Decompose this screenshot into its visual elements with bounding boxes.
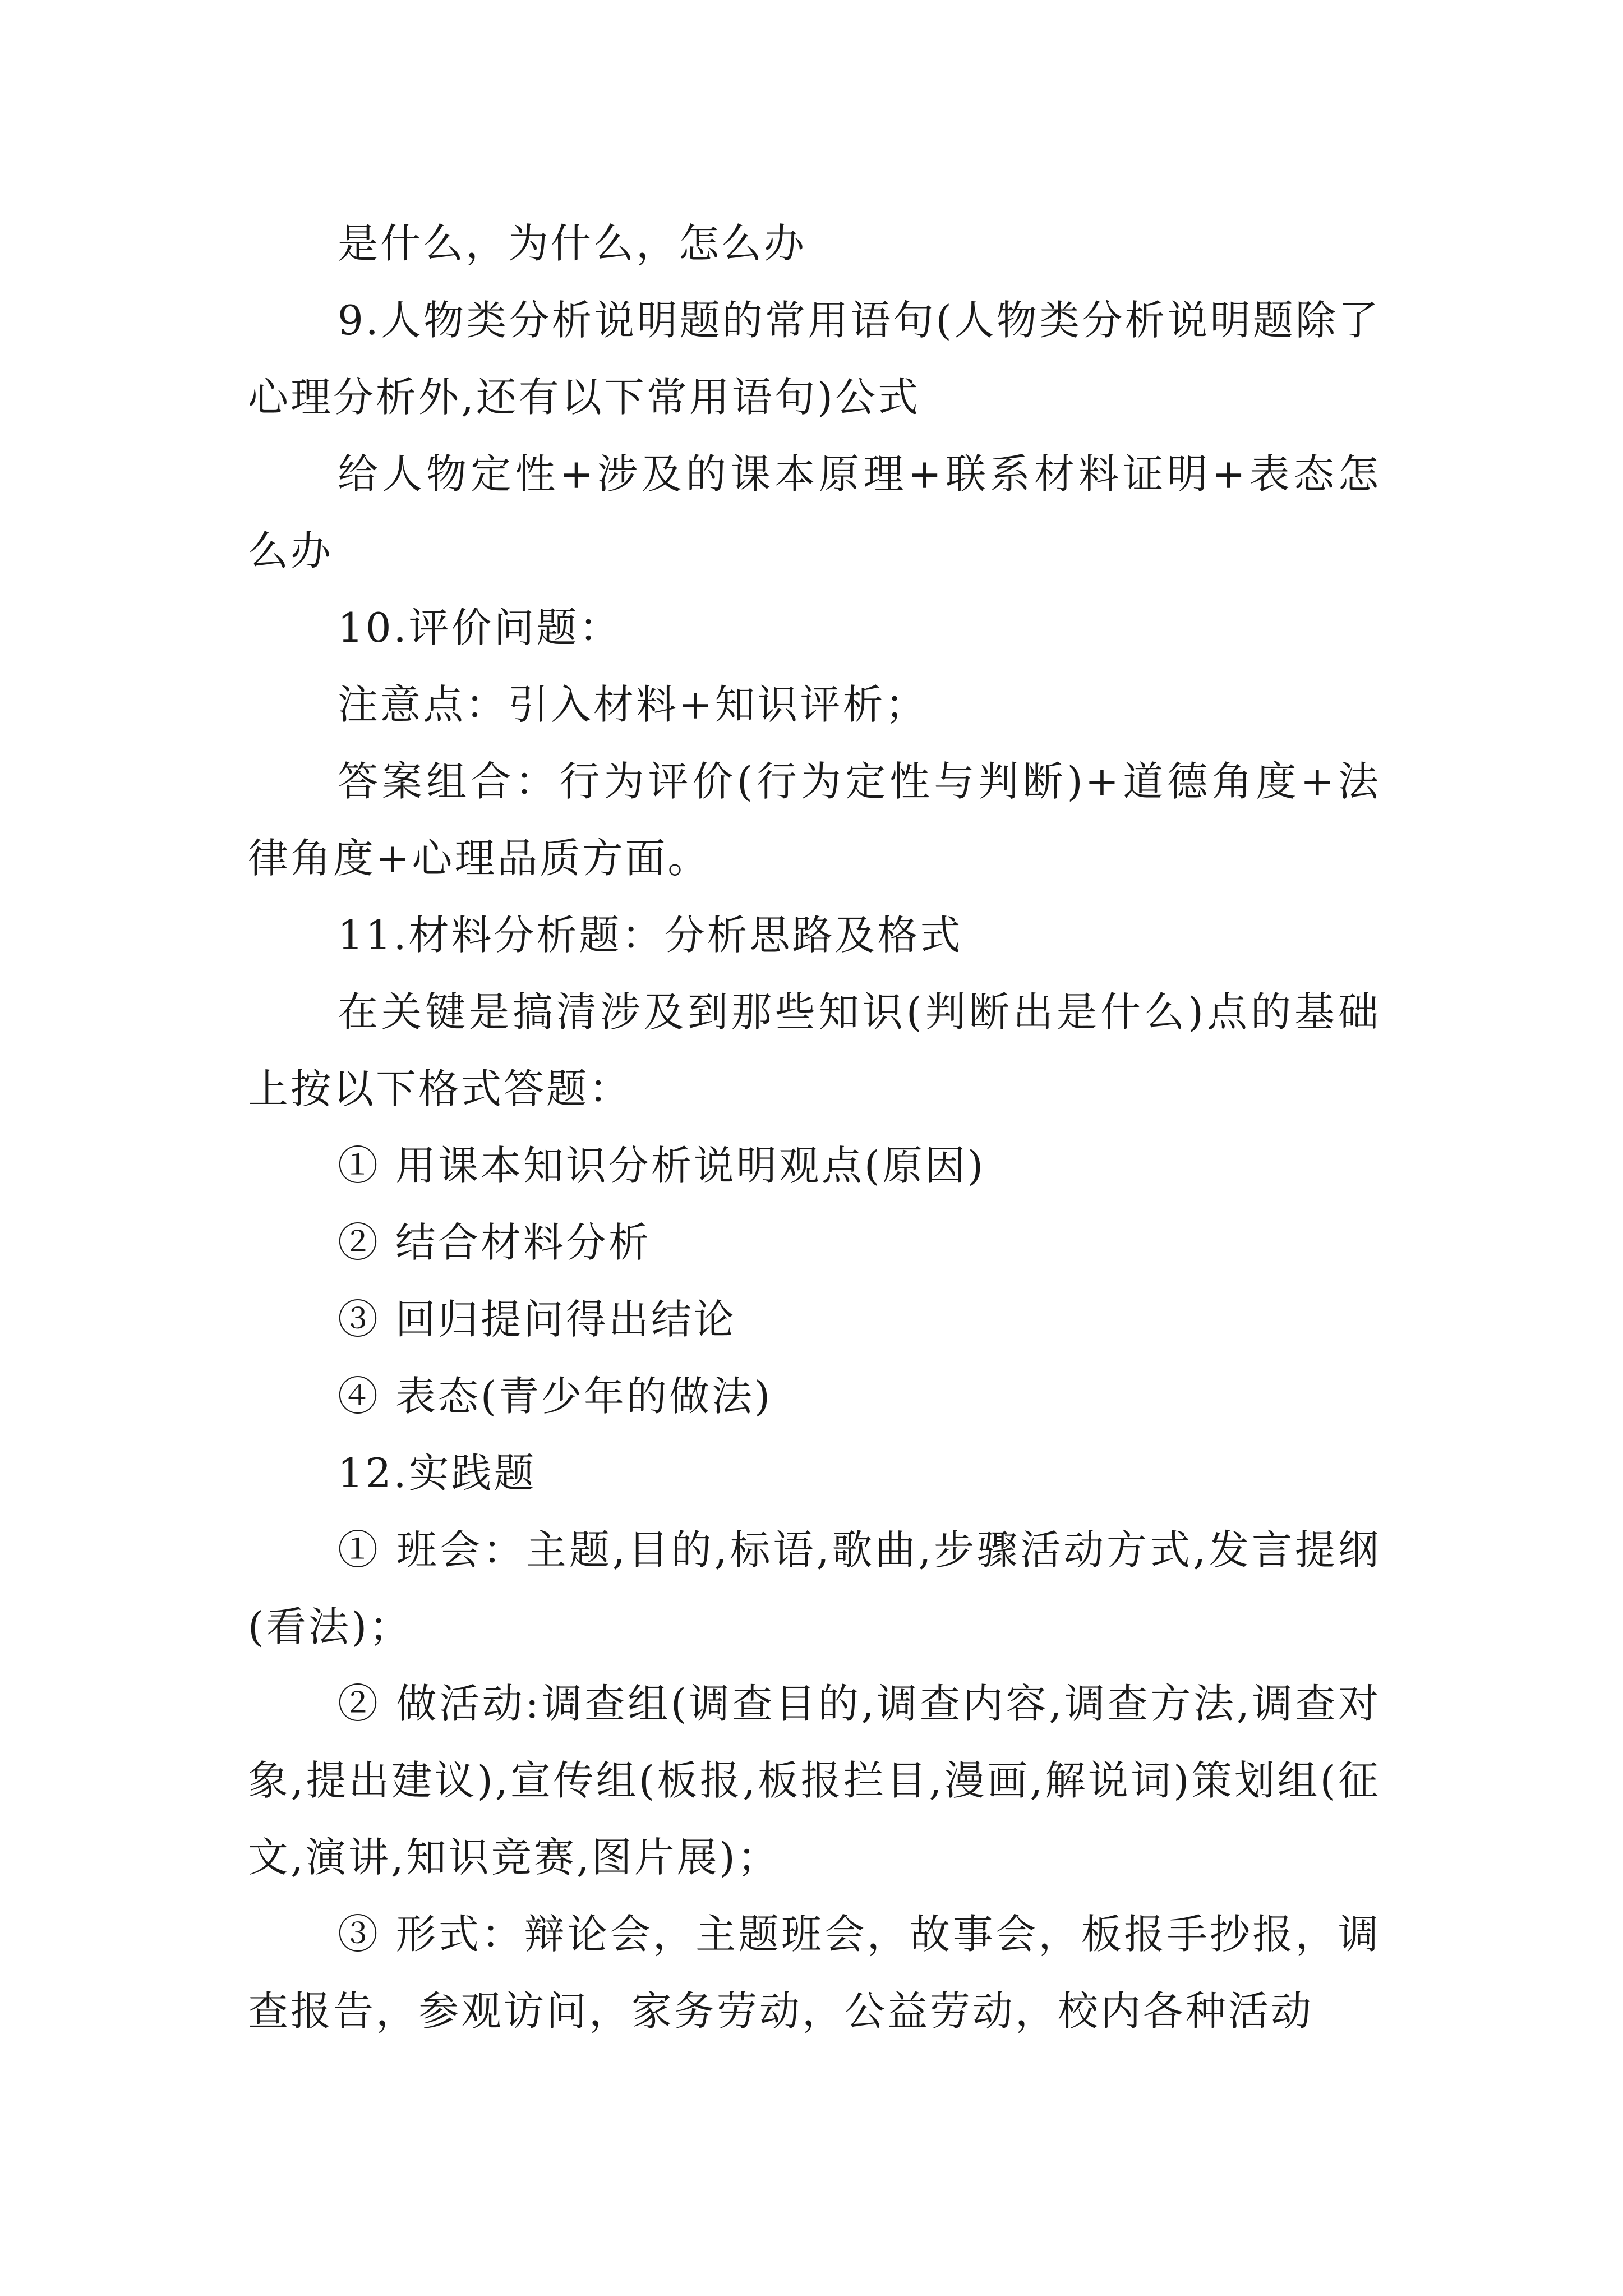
paragraph-item-11-step-4: ④ 表态(青少年的做法) [338,1373,773,1420]
paragraph-item-9-heading: 9.人物类分析说明题的常用语句(人物类分析说明题除了心理分析外,还有以下常用语句)公式 [248,297,1381,421]
paragraph-item-11-heading: 11.材料分析题：分析思路及格式 [338,912,963,959]
paragraph-item-9-formula: 给人物定性+涉及的课本原理+联系材料证明+表态怎么办 [248,450,1381,574]
paragraph-item-12-point-2: ② 做活动:调查组(调查目的,调查内容,调查方法,调查对象,提出建议),宣传组(板报,板报拦目,漫画,解说词)策划组(征文,演讲,知识竞赛,图片展)； [248,1680,1381,1881]
paragraph-item-11-step-3: ③ 回归提问得出结论 [338,1296,736,1343]
document-body [248,205,1381,2050]
paragraph-item-10-note: 注意点：引入材料+知识评析； [338,681,928,728]
paragraph-item-10-answer: 答案组合：行为评价(行为定性与判断)+道德角度+法律角度+心理品质方面。 [248,758,1381,882]
paragraph-item-11-intro: 在关键是搞清涉及到那些知识(判断出是什么)点的基础上按以下格式答题： [248,988,1381,1112]
paragraph-item-12-point-1: ① 班会：主题,目的,标语,歌曲,步骤活动方式,发言提纲(看法)； [248,1526,1381,1650]
paragraph-item-12-point-3: ③ 形式：辩论会，主题班会，故事会，板报手抄报，调查报告，参观访问，家务劳动，公益劳动，校内各种活动 [248,1911,1381,2035]
paragraph-item-11-step-2: ② 结合材料分析 [338,1219,651,1266]
paragraph-intro-answer: 是什么，为什么，怎么办 [338,220,807,267]
paragraph-item-11-step-1: ① 用课本知识分析说明观点(原因) [338,1142,986,1189]
paragraph-item-10-heading: 10.评价问题： [338,604,622,651]
paragraph-item-12-heading: 12.实践题 [338,1450,537,1497]
